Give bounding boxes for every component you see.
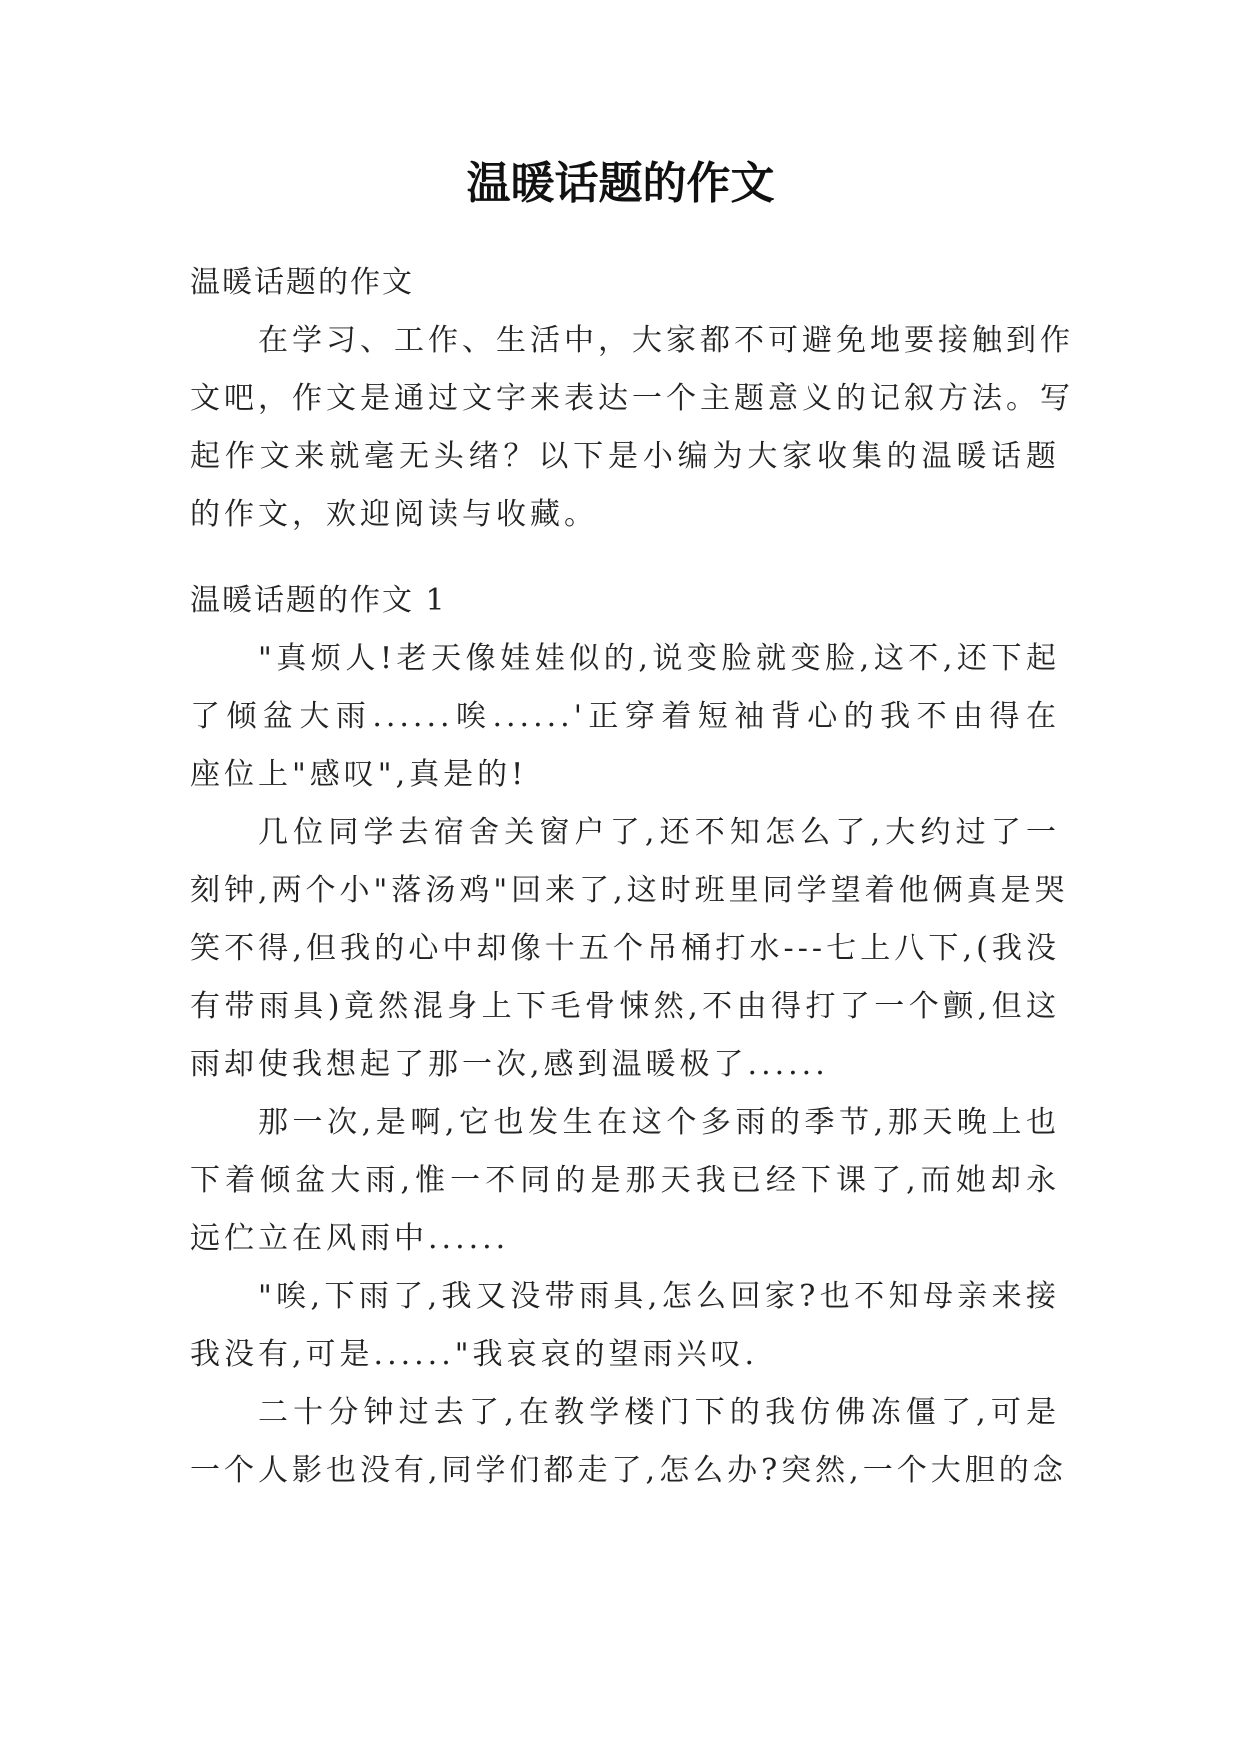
text-line: 我没有,可是......"我哀哀的望雨兴叹.: [190, 1337, 759, 1372]
text-line: 雨却使我想起了那一次,感到温暖极了......: [190, 1047, 829, 1082]
text-line: 刻钟,两个小"落汤鸡"回来了,这时班里同学望着他俩真是哭: [190, 873, 1069, 908]
text-line: "真烦人!老天像娃娃似的,说变脸就变脸,这不,还下起: [258, 641, 1060, 676]
section-heading: 温暖话题的作文: [190, 265, 414, 300]
text-line: 在学习、工作、生活中，大家都不可避免地要接触到作: [258, 323, 1074, 358]
text-line: 文吧，作文是通过文字来表达一个主题意义的记叙方法。写: [190, 381, 1074, 416]
text-line: 笑不得,但我的心中却像十五个吊桶打水---七上八下,(我没: [190, 931, 1060, 966]
text-line: 了倾盆大雨......唉......'正穿着短袖背心的我不由得在: [190, 699, 1060, 734]
text-line: 几位同学去宿舍关窗户了,还不知怎么了,大约过了一: [258, 815, 1060, 850]
text-line: 有带雨具)竟然混身上下毛骨悚然,不由得打了一个颤,但这: [190, 989, 1060, 1024]
text-line: 远伫立在风雨中......: [190, 1221, 510, 1256]
text-line: 下着倾盆大雨,惟一不同的是那天我已经下课了,而她却永: [190, 1163, 1060, 1198]
text-line: "唉,下雨了,我又没带雨具,怎么回家?也不知母亲来接: [258, 1279, 1060, 1314]
section-heading: 温暖话题的作文 1: [190, 583, 447, 618]
text-line: 那一次,是啊,它也发生在这个多雨的季节,那天晚上也: [258, 1105, 1060, 1140]
text-line: 一个人影也没有,同学们都走了,怎么办?突然,一个大胆的念: [190, 1453, 1067, 1488]
text-line: 起作文来就毫无头绪？以下是小编为大家收集的温暖话题: [190, 439, 1060, 474]
text-line: 的作文，欢迎阅读与收藏。: [190, 497, 598, 532]
text-line: 二十分钟过去了,在教学楼门下的我仿佛冻僵了,可是: [258, 1395, 1060, 1430]
document-title: 温暖话题的作文: [466, 158, 775, 209]
text-line: 座位上"感叹",真是的!: [190, 757, 528, 792]
